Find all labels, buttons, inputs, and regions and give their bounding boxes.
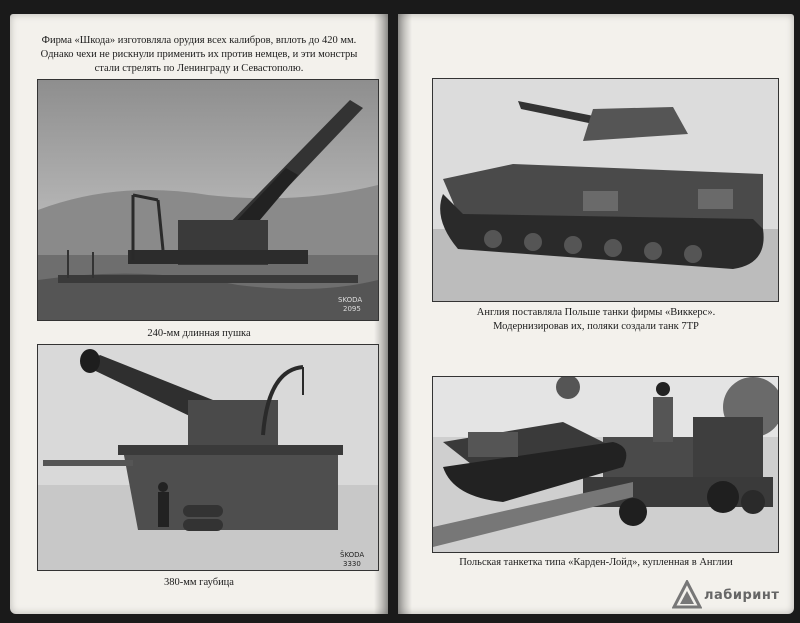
left-page — [10, 14, 388, 614]
photo-380mm-howitzer — [37, 344, 379, 571]
caption-240mm: 240-мм длинная пушка — [147, 328, 251, 339]
caption-tankette: Польская танкетка типа «Карден-Лойд», купленная в Англии — [459, 557, 733, 568]
labirint-watermark — [672, 577, 794, 613]
stamp-line-2: 3330 — [343, 560, 361, 568]
intro-text — [10, 34, 388, 76]
watermark-text: лабиринт — [704, 587, 780, 603]
gun-illustration — [38, 80, 378, 320]
photo-tankette — [432, 376, 779, 553]
intro-line-1: Фирма «Шкода» изготовляла орудия всех калибров, вплоть до 420 мм. — [41, 35, 357, 46]
caption-380mm: 380-мм гаубица — [164, 577, 234, 588]
right-page — [398, 14, 794, 614]
intro-line-3: стали стрелять по Ленинграду и Севастополю. — [94, 63, 304, 74]
photo-240mm-gun — [37, 79, 379, 321]
caption-7tp — [398, 306, 794, 334]
stamp-line-2: 2095 — [343, 305, 361, 313]
intro-line-2: Однако чехи не рискнули применить их против немцев, и эти монстры — [40, 49, 358, 60]
caption-7tp-line-1: Англия поставляла Польше танки фирмы «Виккерс». — [476, 307, 716, 318]
tankette-illustration — [433, 377, 778, 552]
caption-7tp-line-2: Модернизировав их, поляки создали танк 7ТР — [493, 321, 699, 332]
labirint-logo-icon — [672, 580, 702, 610]
photo-7tp-tank — [432, 78, 779, 302]
tank-illustration — [433, 79, 778, 301]
stamp-line-1: ŠKODA — [340, 551, 365, 559]
stamp-line-1: SKODA — [338, 296, 363, 304]
howitzer-illustration — [38, 345, 378, 570]
